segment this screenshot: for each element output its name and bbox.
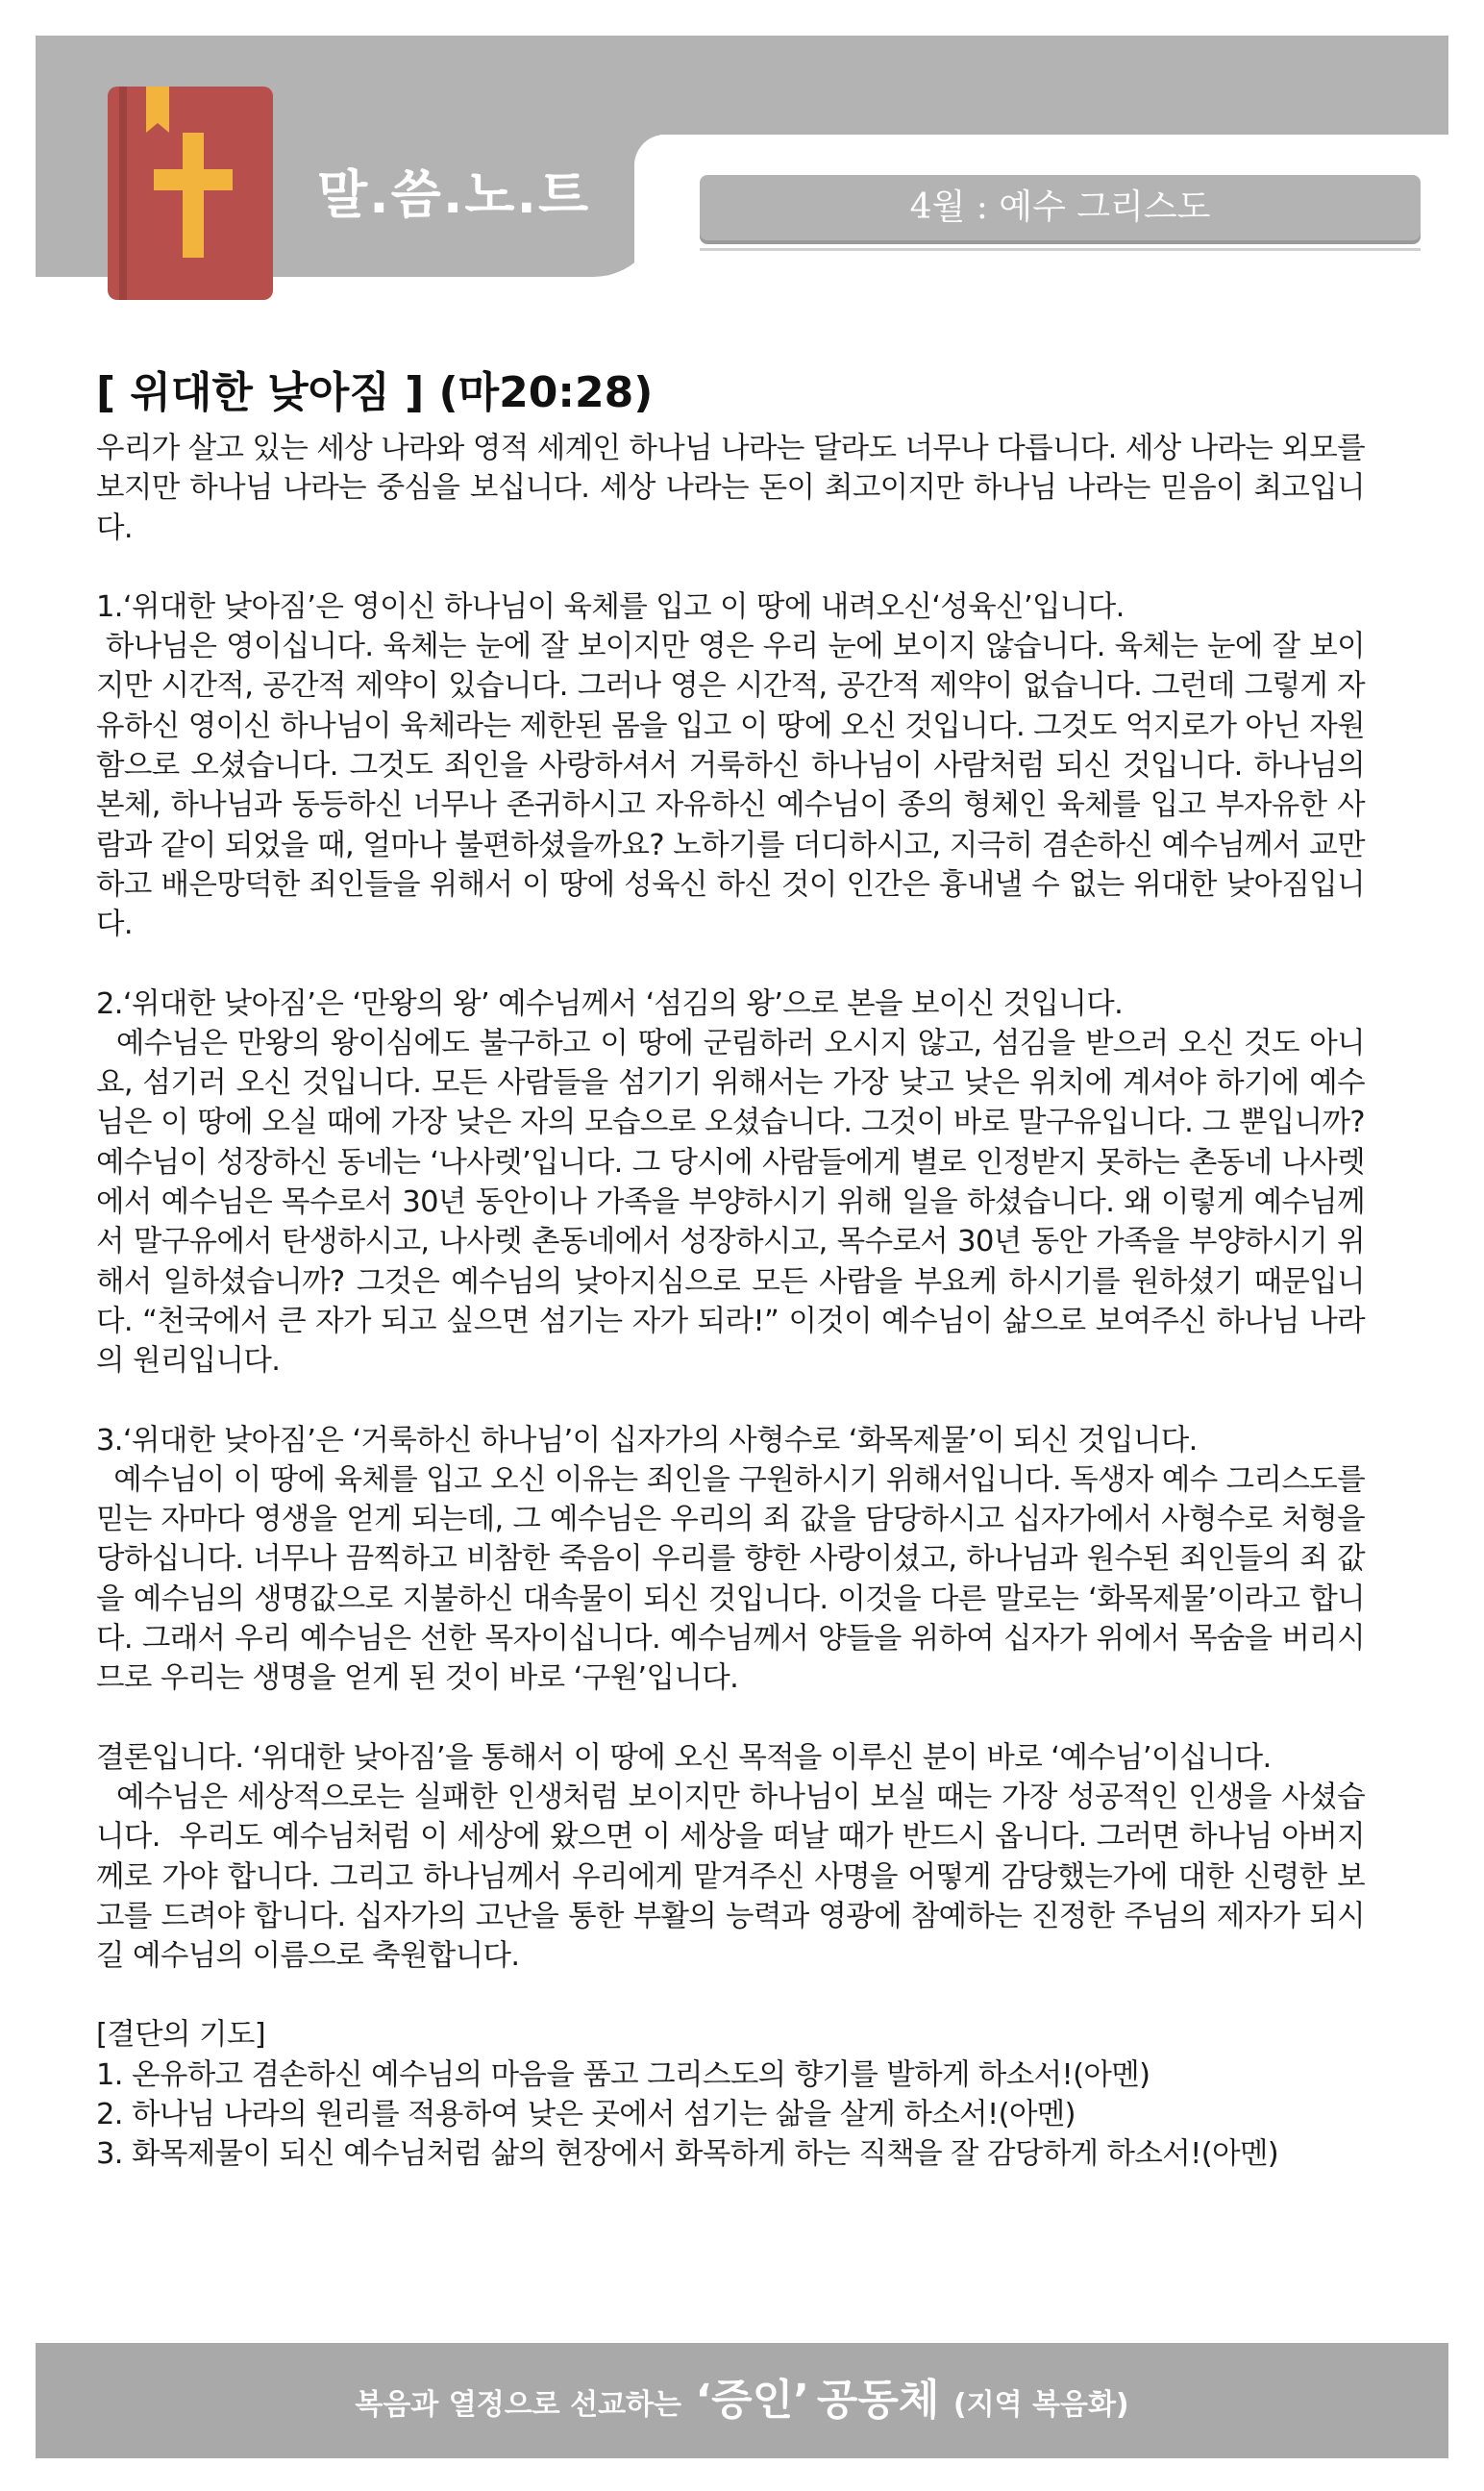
paragraph-gap (96, 1382, 1365, 1421)
sermon-paragraph: 예수님은 세상적으로는 실패한 인생처럼 보이지만 하나님이 보실 때는 가장 성공적인 인생을 사셨습니다. 우리도 예수님처럼 이 세상에 왔으면 이 세상을 떠날 때가 반드시 옵니다. 그러면 하나님 아버지께로 가야 합니다. 그리고 하나님께서 우리에게 맡겨주신 사명을 어떻게 감당했는가에 대한 신령한 보고를 드려야 합니다. 십자가의 고난을 통한 부활의 능력과 영광에 참예하는 진정한 주님의 제자가 되시길 예수님의 이름으로 축원합니다. (96, 1780, 1365, 1974)
footer-banner (36, 2343, 1448, 2458)
sermon-paragraph: 하나님은 영이십니다. 육체는 눈에 잘 보이지만 영은 우리 눈에 보이지 않습니다. 육체는 눈에 잘 보이지만 시간적, 공간적 제약이 있습니다. 그러나 영은 시간적, 공간적 제약이 없습니다. 그런데 그렇게 자유하신 영이신 하나님이 육체라는 제한된 몸을 입고 이 땅에 오신 것입니다. 그것도 억지로가 아닌 자원함으로 오셨습니다. 그것도 죄인을 사랑하셔서 거룩하신 하나님이 사람처럼 되신 것입니다. 하나님의 본체, 하나님과 동등하신 너무나 존귀하시고 자유하신 예수님이 종의 형체인 육체를 입고 부자유한 사람과 같이 되었을 때, 얼마나 불편하셨을까요? 노하기를 더디하시고, 지극히 겸손하신 예수님께서 교만하고 배은망덕한 죄인들을 위해서 이 땅에 성육신 하신 것이 인간은 흉내낼 수 없는 위대한 낮아짐입니다. (96, 630, 1374, 942)
sermon-paragraph: 3.‘위대한 낮아짐’은 ‘거룩하신 하나님’이 십자가의 사형수로 ‘화목제물’이 되신 것입니다. (96, 1423, 1198, 1457)
sermon-title-text: [ 위대한 낮아짐 ] (96, 368, 425, 417)
sermon-paragraph: 예수님이 이 땅에 육체를 입고 오신 이유는 죄인을 구원하시기 위해서입니다. 독생자 예수 그리스도를 믿는 자마다 영생을 얻게 되는데, 그 예수님은 우리의 죄 값을 담당하시고 십자가에서 사형수로 처형을 당하십니다. 너무나 끔찍하고 비참한 죽음이 우리를 향한 사랑이셨고, 하나님과 원수된 죄인들의 죄 값을 예수님의 생명값으로 지불하신 대속물이 되신 것입니다. 이것을 다른 말로는 ‘화목제물’이라고 합니다. 그래서 우리 예수님은 선한 목자이십니다. 예수님께서 양들을 위하여 십자가 위에서 목숨을 버리시므로 우리는 생명을 얻게 된 것이 바로 ‘구원’입니다. (96, 1462, 1374, 1696)
prayer-heading: [결단의 기도] (96, 2018, 266, 2053)
paragraph-list (96, 429, 1374, 2015)
prayer-item: 1. 온유하고 겸손하신 예수님의 마음을 품고 그리스도의 향기를 발하게 하소서!(아멘) (96, 2057, 1150, 2092)
scripture-reference: (마20:28) (438, 368, 654, 417)
prayer-item: 2. 하나님 나라의 원리를 적용하여 낮은 곳에서 섬기는 삶을 살게 하소서!(아멘) (96, 2097, 1076, 2131)
page-title: 말.씀.노.트 (317, 164, 591, 225)
sermon-paragraph: 결론입니다. ‘위대한 낮아짐’을 통해서 이 땅에 오신 목적을 이루신 분이 바로 ‘예수님’이십니다. (96, 1740, 1272, 1775)
paragraph-gap (96, 1699, 1365, 1738)
month-underline (700, 248, 1421, 251)
footer-prefix: 복음과 열정으로 선교하는 (355, 2388, 682, 2422)
footer-highlight: ‘증인’ (695, 2376, 809, 2425)
sermon-paragraph: 2.‘위대한 낮아짐’은 ‘만왕의 왕’ 예수님께서 ‘섬김의 왕’으로 본을 보이신 것입니다. (96, 986, 1124, 1021)
bible-icon (108, 87, 273, 300)
footer-name: 공동체 (816, 2376, 940, 2425)
prayer-item: 3. 화목제물이 되신 예수님처럼 삶의 현장에서 화목하게 하는 직책을 잘 감당하게 하소서!(아멘) (96, 2137, 1279, 2172)
sermon-body (96, 429, 1374, 2175)
month-label: 4월 : 예수 그리스도 (700, 175, 1421, 240)
paragraph-gap (96, 945, 1365, 984)
sermon-title (96, 358, 653, 419)
paragraph-gap (96, 1976, 1365, 2015)
sermon-paragraph: 1.‘위대한 낮아짐’은 영이신 하나님이 육체를 입고 이 땅에 내려오신‘성육신’입니다. (96, 589, 1125, 624)
sermon-paragraph: 우리가 살고 있는 세상 나라와 영적 세계인 하나님 나라는 달라도 너무나 다릅니다. 세상 나라는 외모를 보지만 하나님 나라는 중심을 보십니다. 세상 나라는 돈이 최고이지만 하나님 나라는 믿음이 최고입니다. (96, 432, 1374, 545)
footer-suffix: (지역 복음화) (952, 2388, 1129, 2422)
paragraph-gap (96, 548, 1365, 587)
sermon-paragraph: 예수님은 만왕의 왕이심에도 불구하고 이 땅에 군림하러 오시지 않고, 섬김을 받으러 오신 것도 아니요, 섬기러 오신 것입니다. 모든 사람들을 섬기기 위해서는 가장 낮고 낮은 위치에 계셔야 하기에 예수님은 이 땅에 오실 때에 가장 낮은 자의 모습으로 오셨습니다. 그것이 바로 말구유입니다. 그 뿐입니까? 예수님이 성장하신 동네는 ‘나사렛’입니다. 그 당시에 사람들에게 별로 인정받지 못하는 촌동네 나사렛에서 예수님은 목수로서 30년 동안이나 가족을 부양하시기 위해 일을 하셨습니다. 왜 이렇게 예수님께서 말구유에서 탄생하시고, 나사렛 촌동네에서 성장하시고, 목수로서 30년 동안 가족을 부양하시기 위해서 일하셨습니까? 그것은 예수님의 낮아지심으로 모든 사람을 부요케 하시기를 원하셨기 때문입니다. “천국에서 큰 자가 되고 싶으면 섬기는 자가 되라!” 이것이 예수님이 삶으로 보여주신 하나님 나라의 원리입니다. (96, 1026, 1374, 1379)
